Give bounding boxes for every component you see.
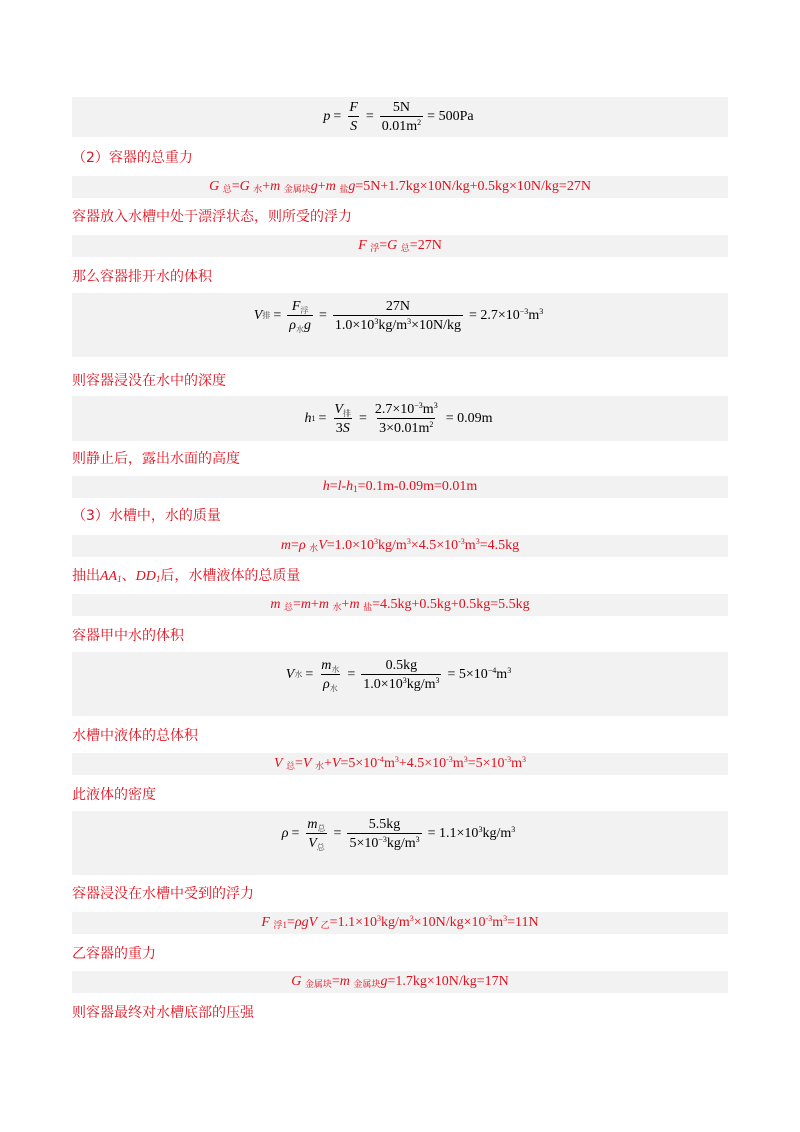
formula-box-total-volume bbox=[72, 753, 728, 775]
q2-label: （2）容器的总重力 bbox=[72, 150, 193, 166]
height-text: 则静止后，露出水面的高度 bbox=[72, 451, 240, 467]
depth-formula: h 1 = $\frac{V_排}{3S}$ = $\frac{2.7\times 10^{-3}m^3}{3\times 0.01m^2}$ = 0.09m bbox=[304, 400, 493, 436]
total-mass-formula: m $_总$=m+m $_水$+m $_盐$=4.5kg+0.5kg+0.5kg=5.5kg bbox=[270, 597, 530, 612]
remove-text: 抽出$AA_1$、$DD_1$后，水槽液体的总质量 bbox=[72, 568, 301, 584]
buoy-force-formula: F $_{浮1}$=ρgV $_乙=1.1\times 10^3kg/m^3\times 10N/kg\times 10^{-3}m^3=11N$ bbox=[261, 914, 539, 930]
jia-volume-text: 容器甲中水的体积 bbox=[72, 628, 184, 644]
formula-box-pressure bbox=[72, 97, 728, 137]
formula-box-jia-volume bbox=[72, 652, 728, 716]
formula-box-total-weight bbox=[72, 176, 728, 198]
water-mass-formula: m=ρ $_水V=1.0\times 10^3kg/m^3\times 4.5\times 10^{-3}m^3=4.5kg$ bbox=[280, 537, 520, 553]
formula-box-exposed-height bbox=[72, 476, 728, 498]
buoy-text: 容器浸没在水槽中受到的浮力 bbox=[72, 886, 254, 902]
total-volume-formula: V $_总$=V $_水+V=5\times 10^{-4}m^3+4.5\times 10^{-3}m^3=5\times 10^{-3}m^3$ bbox=[273, 755, 527, 771]
density-formula: ρ = $\frac{m_总}{V_总}$ = $\frac{5.5kg}{5\times 10^{-3}kg/m^3}$ = $1.1\times 10^3kg/m^3$ bbox=[281, 817, 516, 852]
formula-box-depth bbox=[72, 396, 728, 441]
displaced-volume-formula: V 排 = $\frac{F_浮}{\rho_水g}$ = $\frac{27N}{1.0\times 10^3kg/m^3\times 10N/kg}$ = $2.7\times 10^{-3}m^3$ bbox=[253, 299, 544, 334]
formula-box-buoy-force bbox=[72, 912, 728, 934]
density-text: 此液体的密度 bbox=[72, 787, 156, 803]
volume-text: 那么容器排开水的体积 bbox=[72, 269, 212, 285]
formula-box-density bbox=[72, 811, 728, 875]
pressure-formula: p = $\frac{F}{S}$ = $\frac{5N}{0.01m^2}$ = 500Pa bbox=[323, 100, 474, 134]
yi-weight-formula: G $_{金属块}$=m $_{金属块}$g=1.7kg×10N/kg=17N bbox=[291, 974, 509, 989]
depth-text: 则容器浸没在水中的深度 bbox=[72, 373, 226, 389]
formula-box-displaced-volume bbox=[72, 293, 728, 357]
formula-box-buoyancy bbox=[72, 235, 728, 257]
final-text: 则容器最终对水槽底部的压强 bbox=[72, 1005, 254, 1021]
formula-box-total-mass bbox=[72, 594, 728, 616]
formula-box-yi-weight bbox=[72, 971, 728, 993]
yi-weight-text: 乙容器的重力 bbox=[72, 946, 156, 962]
q3-label: （3）水槽中，水的质量 bbox=[72, 508, 221, 524]
float-text: 容器放入水槽中处于漂浮状态，则所受的浮力 bbox=[72, 209, 352, 225]
total-weight-formula: G $_总$=G $_水$+m $_{金属块}$g+m $_盐$g=5N+1.7kg×10N/kg+0.5kg×10N/kg=27N bbox=[209, 179, 591, 194]
total-volume-text: 水槽中液体的总体积 bbox=[72, 728, 198, 744]
buoyancy-formula: F $_浮$=G $_总$=27N bbox=[358, 238, 442, 253]
jia-volume-formula: V 水 = $\frac{m_水}{\rho_水}$ = $\frac{0.5kg}{1.0\times 10^3kg/m^3}$ = $5\times 10^{-4}m^3$ bbox=[285, 658, 512, 693]
formula-box-water-mass bbox=[72, 535, 728, 557]
exposed-height-formula: $h=l-h_1=0.1m-0.09m=0.01m$ bbox=[322, 479, 478, 494]
